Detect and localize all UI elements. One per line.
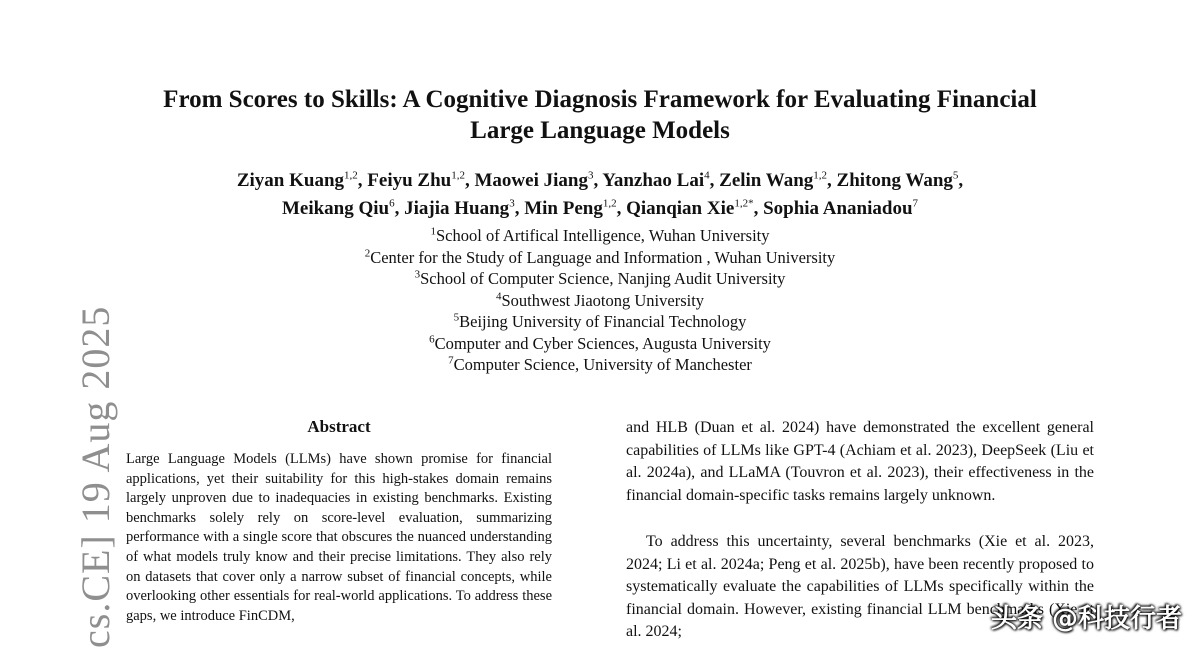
author-separator: , — [958, 170, 964, 191]
affiliation-text: School of Artifical Intelligence, Wuhan University — [435, 226, 770, 245]
title-line-2: Large Language Models — [470, 117, 730, 144]
affiliation-text: Computer Science, University of Manchester — [453, 355, 752, 374]
author-affiliation-marker: 3 — [509, 197, 515, 210]
author-affiliation-marker: 4 — [704, 169, 710, 182]
affiliation-text: School of Computer Science, Nanjing Audit University — [420, 269, 786, 288]
affiliation-text: Southwest Jiaotong University — [501, 290, 705, 310]
paper-title — [60, 84, 1140, 146]
author-separator: , — [709, 170, 720, 191]
author-name: Yanzhao Lai — [602, 170, 705, 191]
affiliation-line — [60, 290, 1140, 312]
affiliation-line — [60, 247, 1140, 269]
affiliation-number: 4 — [495, 290, 502, 302]
author-affiliation-marker: 7 — [912, 197, 919, 210]
body-paragraph-1: and HLB (Duan et al. 2024) have demonstrated the excellent general capabilities of LLMs like GPT-4 (Achiam et al. 2023), DeepSeek (Liu et al. 2024a), and LLaMA (Touvron et al. 2023), their effectiveness in the financial domain-specific tasks remains largely unknown. — [626, 419, 1094, 504]
author-name: Jiajia Huang — [404, 198, 510, 219]
source-watermark: 头条 @科技行者 — [990, 604, 1182, 634]
affiliation-line — [60, 225, 1140, 247]
body-paragraph-2: To address this uncertainty, several benchmarks (Xie et al. 2023, 2024; Li et al. 2024a; Peng et al. 2025b), have been recently proposed to systematically evaluate the capabilities of LLMs specifically within the financial domain. However, existing financial LLM benchmarks (Xie et al. 2024; — [626, 533, 1094, 640]
affiliation-line — [60, 311, 1140, 333]
abstract-text: Large Language Models (LLMs) have shown promise for financial applications, yet their suitability for this high-stakes domain remains largely unproven due to inadequacies in existing benchmarks. Existing benchmarks solely rely on score-level evaluation, summarizing performance with a single score that obscures the nuanced understanding of what models truly know and their precise limitations. They also rely on datasets that cover only a narrow subset of financial concepts, while overlooking other essentials for real-world applications. To address these gaps, we introduce FinCDM, — [126, 451, 552, 624]
author-name: Meikang Qiu — [281, 198, 390, 219]
author-affiliation-marker: 1,2 — [602, 197, 617, 210]
author-name: Qianqian Xie — [626, 198, 735, 219]
author-name: Sophia Ananiadou — [763, 198, 913, 219]
author-affiliation-marker: 1,2 — [344, 169, 358, 182]
abstract-heading: Abstract — [307, 417, 371, 436]
affiliation-text: Computer and Cyber Sciences, Augusta University — [434, 333, 771, 353]
affiliation-line — [60, 333, 1140, 355]
affiliation-number: 2 — [364, 247, 371, 259]
affiliation-list — [60, 225, 1140, 376]
author-separator: , — [514, 198, 525, 219]
author-affiliation-marker: 5 — [952, 169, 959, 182]
author-line-1 — [60, 167, 1140, 195]
affiliation-text: Center for the Study of Language and Information , Wuhan University — [370, 247, 836, 267]
title-line-1: From Scores to Skills: A Cognitive Diagnosis Framework for Evaluating Financial — [163, 86, 1037, 113]
author-name: Ziyan Kuang — [236, 170, 345, 191]
author-separator: , — [616, 198, 627, 219]
author-name: Min Peng — [524, 198, 603, 219]
author-separator: , — [753, 198, 764, 219]
affiliation-number: 3 — [414, 268, 421, 281]
arxiv-identifier-stamp: cs.CE] 19 Aug 2025 — [73, 305, 118, 648]
author-list — [60, 167, 1140, 223]
affiliation-text: Beijing University of Financial Technology — [459, 312, 747, 331]
author-affiliation-marker: 1,2* — [734, 197, 754, 210]
author-affiliation-marker: 3 — [587, 169, 594, 182]
affiliation-number: 7 — [448, 354, 454, 367]
author-affiliation-marker: 1,2 — [451, 169, 465, 182]
affiliation-line — [60, 354, 1140, 376]
affiliation-number: 5 — [453, 311, 460, 324]
affiliation-line — [60, 268, 1140, 290]
author-separator: , — [357, 170, 368, 191]
author-name: Zelin Wang — [719, 170, 814, 191]
author-name: Maowei Jiang — [474, 170, 588, 191]
author-affiliation-marker: 6 — [389, 197, 395, 210]
author-separator: , — [827, 170, 837, 191]
author-name: Zhitong Wang — [836, 170, 953, 191]
author-affiliation-marker: 1,2 — [813, 169, 828, 182]
affiliation-number: 1 — [430, 225, 436, 238]
author-separator: , — [593, 170, 603, 191]
author-name: Feiyu Zhu — [367, 170, 452, 191]
author-separator: , — [464, 170, 475, 191]
author-line-2 — [60, 195, 1140, 223]
affiliation-number: 6 — [429, 333, 435, 345]
author-separator: , — [394, 198, 405, 219]
